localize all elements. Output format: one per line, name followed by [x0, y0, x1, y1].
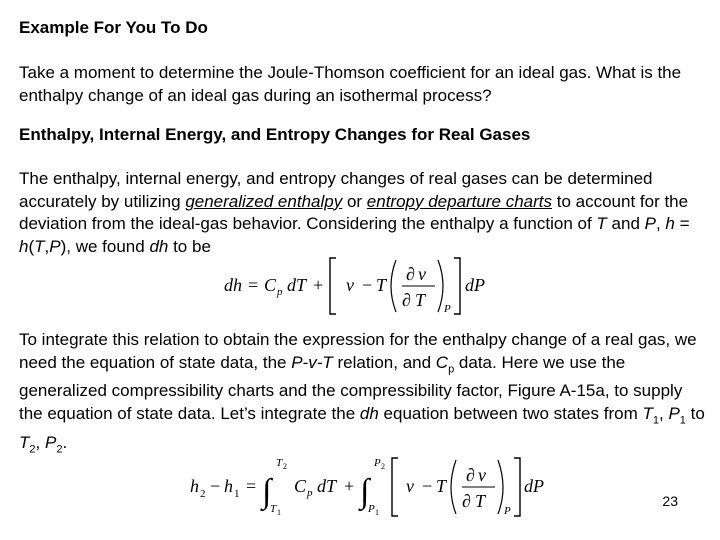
svg-text:T: T [415, 290, 426, 310]
paragraph-example-question: Take a moment to determine the Joule-Thomson coefficient for an ideal gas. What is the enthalpy change of an ideal gas during an isothermal process? [19, 63, 682, 105]
svg-text:∂: ∂ [462, 491, 471, 511]
svg-text:T: T [376, 275, 387, 295]
svg-text:∂: ∂ [466, 465, 475, 485]
svg-text:dP: dP [524, 476, 544, 496]
svg-text:dh: dh [224, 275, 242, 295]
svg-text:T: T [270, 503, 277, 515]
svg-text:h: h [190, 476, 199, 496]
svg-text:−: − [210, 476, 221, 496]
svg-text:2: 2 [200, 488, 206, 500]
svg-text:C: C [264, 275, 277, 295]
svg-text:v: v [346, 275, 354, 295]
integral-sign: ∫ [262, 473, 272, 510]
svg-text:P: P [504, 505, 511, 517]
svg-text:=: = [248, 275, 259, 295]
integral-sign: ∫ [360, 473, 370, 510]
svg-text:P: P [374, 457, 381, 469]
svg-text:h: h [224, 476, 233, 496]
svg-text:v: v [478, 465, 486, 485]
svg-text:v: v [406, 476, 414, 496]
paragraph-integrate: To integrate this relation to obtain the expression for the enthalpy change of a real gas, we need the equation of state data, the P-v-T relation, and $C_p$ data. Here we use the generalized compressibility charts and the compressibility factor, Figure A-15a, to supply the equation of state data. Let’s integrate the dh equation between two states from $T_1$, $P_1$ to $T_2$, $P_2$. [19, 330, 705, 456]
paragraph-departure-charts: The enthalpy, internal energy, and entropy changes of real gases can be determined accurately by utilizing generalized enthalpy or entropy departure charts to account for the deviation from the ideal-gas behavior. Considering the enthalpy a function of T and P, h = h(T,P), we found dh to be [19, 169, 690, 256]
svg-text:T: T [436, 476, 447, 496]
svg-text:P: P [368, 503, 375, 515]
svg-text:∂: ∂ [402, 290, 411, 310]
page-number: 23 [662, 493, 678, 509]
svg-text:dT: dT [317, 476, 337, 496]
equation-h2-minus-h1 [188, 452, 558, 528]
svg-text:2: 2 [283, 462, 287, 471]
svg-text:p: p [307, 487, 313, 499]
svg-text:∂: ∂ [406, 264, 415, 284]
svg-text:1: 1 [234, 488, 240, 500]
svg-text:p: p [277, 286, 283, 298]
svg-text:−: − [362, 275, 373, 295]
svg-text:=: = [246, 476, 257, 496]
svg-text:T: T [475, 491, 486, 511]
svg-text:v: v [418, 264, 426, 284]
svg-text:C: C [294, 476, 307, 496]
heading-real-gases: Enthalpy, Internal Energy, and Entropy Changes for Real Gases [19, 125, 531, 144]
svg-text:2: 2 [381, 462, 385, 471]
svg-text:P: P [444, 303, 451, 315]
svg-text:+: + [344, 476, 355, 496]
svg-text:1: 1 [375, 508, 379, 517]
svg-text:dP: dP [465, 275, 485, 295]
equation-dh [222, 254, 502, 318]
svg-text:T: T [276, 457, 283, 469]
svg-text:+: + [313, 275, 324, 295]
svg-text:−: − [422, 476, 433, 496]
svg-text:1: 1 [277, 508, 281, 517]
heading-example: Example For You To Do [19, 18, 208, 37]
svg-text:dT: dT [287, 275, 307, 295]
